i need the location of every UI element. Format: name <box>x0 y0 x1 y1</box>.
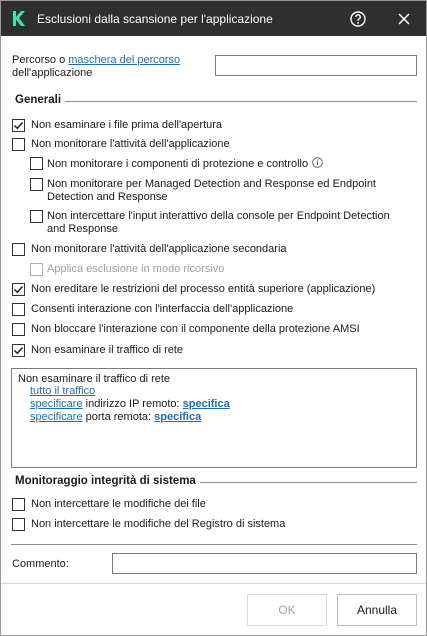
cancel-button[interactable]: Annulla <box>337 594 417 626</box>
remote-ip-line: specificare indirizzo IP remoto: specifica <box>30 398 230 410</box>
specify-port-link[interactable]: specificare <box>30 411 83 423</box>
checkbox-no-monitor-mdr-edr[interactable] <box>30 178 43 191</box>
label-no-monitor-app-activity: Non monitorare l'attività dell'applicazione <box>31 138 230 150</box>
help-circle-icon[interactable] <box>349 10 367 28</box>
footer-divider <box>1 583 426 584</box>
checkbox-no-monitor-child-app[interactable] <box>12 243 25 256</box>
label-no-block-amsi: Non bloccare l'interazione con il componente della protezione AMSI <box>31 323 360 335</box>
label-no-intercept-registry-changes: Non intercettare le modifiche del Registro di sistema <box>31 518 286 530</box>
path-label: Percorso o maschera del percorso <box>12 54 181 66</box>
info-icon[interactable] <box>312 157 323 168</box>
path-mask-link[interactable]: maschera del percorso <box>68 54 181 66</box>
general-section-title: Generali <box>11 94 65 106</box>
integrity-section-title: Monitoraggio integrità di sistema <box>11 475 200 487</box>
checkbox-no-monitor-app-activity[interactable] <box>12 138 25 151</box>
ip-value-link[interactable]: specifica <box>182 398 230 410</box>
comment-label: Commento: <box>12 558 69 570</box>
checkbox-allow-ui-interaction[interactable] <box>12 303 25 316</box>
label-allow-ui-interaction: Consenti interazione con l'interfaccia dell'applicazione <box>31 303 294 315</box>
remote-port-line: specificare porta remota: specifica <box>30 411 202 423</box>
checkbox-no-inherit-parent-restrictions[interactable] <box>12 283 25 296</box>
label-no-intercept-file-changes: Non intercettare le modifiche dei file <box>31 498 206 510</box>
label-no-scan-network-traffic: Non esaminare il traffico di rete <box>31 344 184 356</box>
close-icon[interactable] <box>395 10 413 28</box>
label-apply-recursive: Applica esclusione in modo ricorsivo <box>47 263 225 275</box>
checkbox-apply-recursive[interactable] <box>30 263 43 276</box>
label-no-monitor-protection-components: Non monitorare i componenti di protezione e controllo <box>47 157 323 171</box>
checkbox-no-intercept-console-input[interactable] <box>30 210 43 223</box>
path-input[interactable] <box>215 55 417 76</box>
port-value-link[interactable]: specifica <box>154 411 202 423</box>
checkbox-no-block-amsi[interactable] <box>12 323 25 336</box>
comment-divider <box>11 544 417 545</box>
label-no-intercept-console-input: Non intercettare l'input interattivo della console per Endpoint Detection and Response <box>47 210 390 235</box>
checkbox-no-intercept-registry-changes[interactable] <box>12 518 25 531</box>
window-title: Esclusioni dalla scansione per l'applicazione <box>37 12 273 26</box>
network-rule-box[interactable] <box>11 368 417 468</box>
checkbox-no-scan-network-traffic[interactable] <box>12 344 25 357</box>
path-label-suffix: dell'applicazione <box>12 67 93 79</box>
kaspersky-logo-icon <box>11 10 27 27</box>
comment-input[interactable] <box>112 553 417 574</box>
checkbox-no-monitor-protection-components[interactable] <box>30 157 43 170</box>
all-traffic-link[interactable]: tutto il traffico <box>30 385 96 397</box>
checkbox-no-scan-before-open[interactable] <box>12 119 25 132</box>
label-no-scan-before-open: Non esaminare i file prima dell'apertura <box>31 119 223 131</box>
specify-ip-link[interactable]: specificare <box>30 398 83 410</box>
label-no-inherit-parent-restrictions: Non ereditare le restrizioni del processo entità superiore (applicazione) <box>31 283 376 295</box>
checkbox-no-intercept-file-changes[interactable] <box>12 498 25 511</box>
title-bar <box>1 1 426 36</box>
ok-button[interactable]: OK <box>247 594 327 626</box>
network-rule-heading: Non esaminare il traffico di rete <box>18 373 171 385</box>
label-no-monitor-child-app: Non monitorare l'attività dell'applicazione secondaria <box>31 243 287 255</box>
label-no-monitor-mdr-edr: Non monitorare per Managed Detection and Response ed Endpoint Detection and Response <box>47 178 376 203</box>
general-divider <box>11 101 417 102</box>
